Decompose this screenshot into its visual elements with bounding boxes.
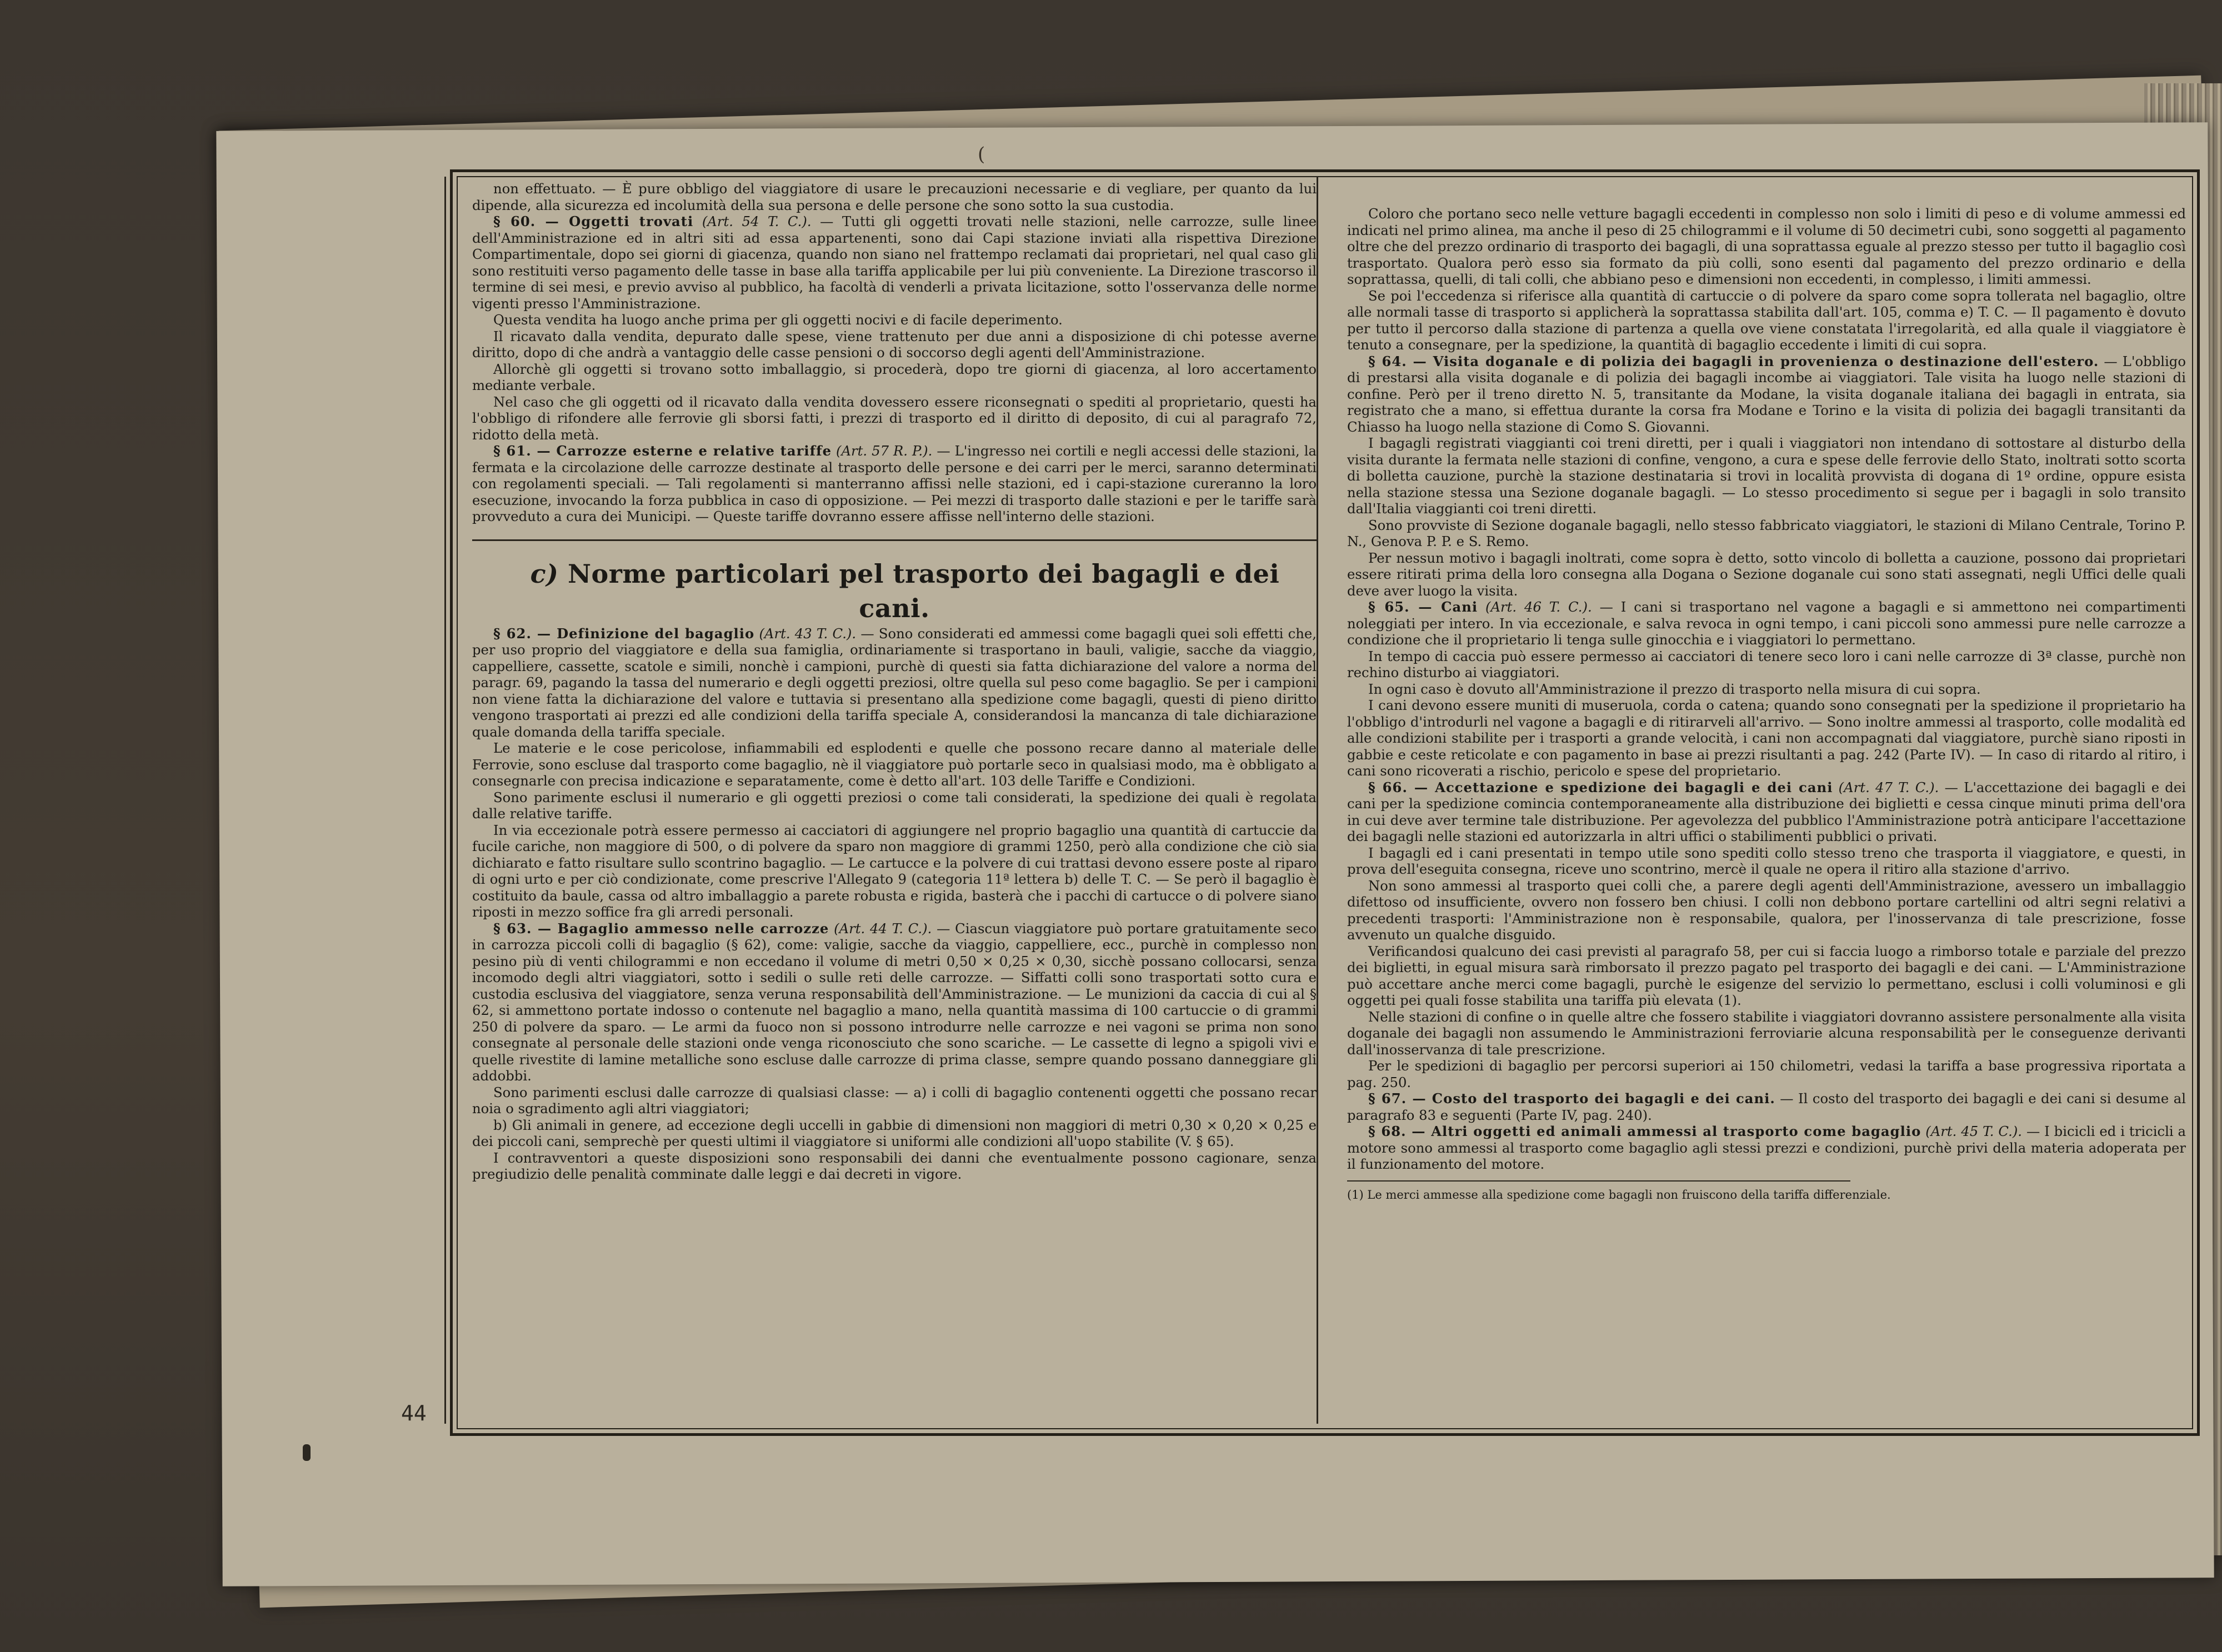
paragraph-text: — I bicicli ed i tricicli a motore sono ammessi al trasporto come bagaglio agli stessi prezzi e condizioni, purchè privi della materia adoperata per il funzionamento del motore. [1347, 1123, 2186, 1172]
article-reference: (Art. 45 T. C.). [1925, 1123, 2023, 1139]
paragraph-text: Sono provviste di Sezione doganale bagagli, nello stesso fabbricato viaggiatori, le stazioni di Milano Centrale, Torino P. N., Genova P. P. e S. Remo. [1347, 517, 2186, 549]
paragraph-text: Nelle stazioni di confine o in quelle altre che fossero stabilite i viaggiatori dovranno assistere personalmente alla visita doganale dei bagagli non assumendo le Amministrazioni ferroviarie alcuna responsabilità per le conseguenze derivanti dall'inosservanza di tale prescrizione. [1347, 1008, 2186, 1058]
paragraph [1347, 681, 2186, 698]
paragraph-text: Per le spedizioni di bagaglio per percorsi superiori ai 150 chilometri, vedasi la tariffa a base progressiva riportata a pag. 250. [1347, 1058, 2186, 1090]
heading-text: Norme particolari pel trasporto dei bagagli e dei cani. [567, 558, 1280, 623]
paragraph-text: — L'ingresso nei cortili e negli accessi delle stazioni, la fermata e la circolazione delle carrozze destinate al trasporto delle persone e dei carri per le merci, saranno determinati con regolamenti speciali. — Tali regolamenti si manterranno affissi nelle stazioni, ed i capi-stazione cureranno la loro esecuzione, invocando la forza pubblica in caso di opposizione. — Pei mezzi di trasporto dalle stazioni e per le tariffe sarà provveduto a cura dei Municipi. — Queste tariffe dovranno essere affisse nell'interno delle stazioni. [472, 443, 1317, 524]
right-column [1347, 206, 2186, 1428]
paragraph-text: b) Gli animali in genere, ad eccezione degli uccelli in gabbie di dimensioni non maggiori di metri 0,30 × 0,20 × 0,25 e dei piccoli cani, semprechè per questi ultimi il viaggiatore si uniformi alle condizioni all'uopo stabilite (V. § 65). [472, 1117, 1317, 1149]
left-top-paragraphs [472, 181, 1317, 525]
paragraph-text: — L'obbligo di prestarsi alla visita doganale e di polizia dei bagagli incombe ai viaggiatori. Tale visita ha luogo nelle stazioni di confine. Però per il treno diretto N. 5, transitante da Modane, la visita doganale italiana dei bagagli in entrata, sia registrato che a mano, si effettua durante la corsa fra Modane e Torino e la visita di polizia dei bagagli transitanti da Chiasso ha luogo nella stazione di Como S. Giovanni. [1347, 353, 2186, 435]
paragraph [1347, 697, 2186, 779]
article-reference: (Art. 57 R. P.). [836, 443, 933, 459]
paragraph-text: I contravventori a queste disposizioni sono responsabili dei danni che eventualmente possono cagionare, senza pregiudizio delle penalità comminate dalle leggi e dai decreti in vigore. [472, 1149, 1317, 1182]
paragraph [472, 1150, 1317, 1183]
section-title: § 62. — Definizione del bagaglio [493, 625, 755, 642]
left-bottom-paragraphs [472, 625, 1317, 1183]
paragraph-text: — Tutti gli oggetti trovati nelle stazioni, nelle carrozze, sulle linee dell'Amministrazione ed in altri siti ad essa appartenenti, sono dai Capi stazione inviati alla rispettiva Direzione Compartimentale, dopo sei giorni di giacenza, quando non siano nel frattempo reclamati dai proprietari, nel qual caso gli sono restituiti verso pagamento delle tasse in base alla tariffa applicabile per lui più conveniente. La Direzione trascorso il termine di sei mesi, e previo avviso al pubblico, ha facoltà di venderli a privata licitazione, sotto l'osservanza delle norme vigenti presso l'Amministrazione. [472, 213, 1317, 312]
paragraph [472, 181, 1317, 213]
paragraph [472, 1084, 1317, 1117]
paragraph-text: Se poi l'eccedenza si riferisce alla quantità di cartuccie o di polvere da sparo come sopra tollerata nel bagaglio, oltre alle normali tasse di trasporto si applicherà la soprattassa stabilita dall'art. 105, comma e) T. C. — Il pagamento è dovuto per tutto il percorso dalla stazione di partenza a quella ove viene constatata l'irregolarità, ed alla quale il viaggiatore è tenuto a consegnare, per la spedizione, la quantità di bagaglio eccedente i limiti di cui sopra. [1347, 287, 2186, 353]
paragraph-text: I bagagli ed i cani presentati in tempo utile sono spediti collo stesso treno che trasporta il viaggiatore, e questi, in prova dell'eseguita consegna, riceve uno scontrino, mercè il quale ne opera il ritiro alla stazione d'arrivo. [1347, 844, 2186, 877]
top-mark: ( [978, 143, 985, 166]
paragraph [472, 213, 1317, 312]
article-reference: (Art. 47 T. C.). [1838, 779, 1939, 795]
right-paragraphs [1347, 206, 2186, 1173]
column-rule [1317, 177, 1318, 1424]
footnote: (1) Le merci ammesse alla spedizione come bagagli non fruiscono della tariffa differenziale. [1347, 1188, 1891, 1202]
paragraph [472, 443, 1317, 525]
heading-lead: c) [530, 558, 559, 589]
article-reference: (Art. 46 T. C.). [1485, 599, 1592, 615]
paragraph [1347, 206, 2186, 288]
section-title: § 66. — Accettazione e spedizione dei bagagli e dei cani [1368, 779, 1833, 795]
footnote-rule [1347, 1180, 1850, 1182]
paragraph-text: Per nessun motivo i bagagli inoltrati, come sopra è detto, sotto vincolo di bolletta a cauzione, possono dai proprietari essere ritirati prima della loro consegna alla Dogana o Sezione doganale cui sono stati assegnati, negli Uffici delle quali deve aver luogo la visita. [1347, 549, 2186, 599]
paragraph-text: — Sono considerati ed ammessi come bagagli quei soli effetti che, per uso proprio del viaggiatore e della sua famiglia, ordinariamente si trasportano in bauli, valigie, sacche da viaggio, cappelliere, cassette, scatole e simili, nonchè i campioni, purchè di questi sia fatta dichiarazione del valore a norma del paragr. 69, pagando la tassa del numerario e degli oggetti preziosi, oltre quella sul peso come bagaglio. Se per i campioni non viene fatta la dichiarazione del valore e tuttavia si presentano alla spedizione come bagagli, questi di pieno diritto vengono trasportati ai prezzi ed alle condizioni della tariffa speciale A, considerandosi la mancanza di tale dichiarazione quale domanda della tariffa speciale. [472, 625, 1317, 740]
paragraph [472, 740, 1317, 789]
section-heading [472, 557, 1317, 625]
paragraph [1347, 353, 2186, 435]
section-divider [472, 539, 1317, 541]
paragraph [472, 394, 1317, 443]
paragraph-text: Sono parimenti esclusi dalle carrozze di qualsiasi classe: — a) i colli di bagaglio contenenti oggetti che possano recar noia o sgradimento agli altri viaggiatori; [472, 1084, 1317, 1117]
paragraph [1347, 845, 2186, 878]
paragraph-text: Allorchè gli oggetti si trovano sotto imballaggio, si procederà, dopo tre giorni di giacenza, al loro accertamento mediante verbale. [472, 361, 1317, 393]
article-reference: (Art. 54 T. C.). [702, 213, 812, 229]
paragraph-text: Questa vendita ha luogo anche prima per gli oggetti nocivi e di facile deperimento. [493, 312, 1063, 328]
paragraph [1347, 435, 2186, 517]
paragraph-text: Non sono ammessi al trasporto quei colli che, a parere degli agenti dell'Amministrazione, avessero un imballaggio difettoso od insufficiente, ovvero non fossero ben chiusi. I colli non debbono portare cartellini od altri segni relativi a precedenti trasporti: l'Amministrazione non è responsabile, qualora, per l'inosservanza di tale prescrizione, fosse avvenuto un qualche disguido. [1347, 877, 2186, 943]
paragraph [472, 328, 1317, 361]
paragraph [1347, 1123, 2186, 1173]
paragraph [472, 625, 1317, 740]
paragraph-text: I cani devono essere muniti di museruola, corda o catena; quando sono consegnati per la spedizione il proprietario ha l'obbligo d'introdurli nel vagone a bagagli e di ritirarveli all'arrivo. — Sono inoltre ammessi al trasporto, colle modalità ed alle condizioni stabilite per i trasporti a grande velocità, i cani non accompagnati dal viaggiatore, purchè siano riposti in gabbie e ceste reticolate e con pagamento in base ai prezzi risultanti a pag. 242 (Parte IV). — In caso di ritardo al ritiro, i cani sono ricoverati a rischio, pericolo e spese del proprietario. [1347, 697, 2186, 779]
paragraph [1347, 1058, 2186, 1090]
paragraph-text: In tempo di caccia può essere permesso ai cacciatori di tenere seco loro i cani nelle carrozze di 3ª classe, purchè non rechino disturbo ai viaggiatori. [1347, 648, 2186, 680]
paragraph [1347, 1090, 2186, 1123]
paragraph [472, 920, 1317, 1084]
paragraph [1347, 943, 2186, 1009]
paragraph-text: Le materie e le cose pericolose, infiammabili ed esplodenti e quelle che possono recare danno al materiale delle Ferrovie, sono escluse dal trasporto come bagaglio, nè il viaggiatore può portarle seco in qualsiasi modo, ma è obbligato a consegnarle con precisa indicazione e separatamente, come è detto all'art. 103 delle Tariffe e Condizioni. [472, 740, 1317, 789]
ink-smudge [303, 1444, 311, 1461]
left-column [472, 181, 1317, 1414]
paragraph [1347, 1009, 2186, 1058]
paragraph-text: Verificandosi qualcuno dei casi previsti al paragrafo 58, per cui si faccia luogo a rimborso totale e parziale del prezzo dei biglietti, in egual misura sarà rimborsato il prezzo pagato pel trasporto dei bagagli e dei cani. — L'Amministrazione può accettare anche merci come bagagli, purchè le esigenze del servizio lo permettano, esclusi i colli voluminosi e gli oggetti pei quali fosse stabilita una tariffa più elevata (1). [1347, 943, 2186, 1008]
paragraph-text: — I cani si trasportano nel vagone a bagagli e si ammettono nei compartimenti noleggiati per intero. In via eccezionale, e salva revoca in ogni tempo, i cani piccoli sono ammessi pure nelle carrozze a condizione che il proprietario li tenga sulle ginocchia e i viaggiatori lo permettano. [1347, 599, 2186, 648]
paragraph [1347, 599, 2186, 648]
paragraph-text: I bagagli registrati viaggianti coi treni diretti, per i quali i viaggiatori non intendano di sottostare al disturbo della visita durante la fermata nelle stazioni di confine, vengono, a cura e spese delle ferrovie dello Stato, inoltrati sotto scorta di bolletta cauzione, purchè la stazione destinataria si trovi in località provvista di dogana di 1º ordine, oppure esista nella stazione stessa una Sezione doganale bagagli. — Lo stesso procedimento si segue per i bagagli in solo transito dall'Italia viaggianti coi treni diretti. [1347, 435, 2186, 517]
paragraph [472, 1117, 1317, 1150]
paragraph-text: Coloro che portano seco nelle vetture bagagli eccedenti in complesso non solo i limiti di peso e di volume ammessi ed indicati nel primo alinea, ma anche il peso di 25 chilogrammi e il volume di 50 decimetri cubi, sono soggetti al pagamento oltre che del prezzo ordinario di trasporto dei bagagli, di una soprattassa eguale al prezzo stesso per tutto il bagaglio così trasportato. Qualora però esso sia formato da più colli, sono esenti dal pagamento del prezzo ordinario e della soprattassa, quelli, di tali colli, che abbiano peso e dimensioni non eccedenti, in complesso, i limiti ammessi. [1347, 206, 2186, 287]
section-title: § 60. — Oggetti trovati [493, 213, 694, 229]
section-title: § 63. — Bagaglio ammesso nelle carrozze [493, 920, 829, 937]
paragraph [472, 789, 1317, 822]
paragraph-text: — Ciascun viaggiatore può portare gratuitamente seco in carrozza piccoli colli di bagaglio (§ 62), come: valigie, sacche da viaggio, cappelliere, ecc., purchè in complesso non pesino più di venti chilogrammi e non eccedano il volume di metri 0,50 × 0,25 × 0,30, sicchè possano collocarsi, senza incomodo degli altri viaggiatori, sotto i sedili o sulle reti delle carrozze. — Siffatti colli sono trasportati sotto cura e custodia esclusiva del viaggiatore, senza veruna responsabilità dell'Amministrazione. — Le munizioni da caccia di cui al § 62, si ammettono portate indosso o contenute nel bagaglio a mano, nella quantità massima di 100 cartuccie o di grammi 250 di polvere da sparo. — Le armi da fuoco non si possono introdurre nelle carrozze e nei vagoni se prima non sono consegnate al personale delle stazioni onde venga riconosciuto che sono scariche. — Le cassette di legno a spigoli vivi e quelle rivestite di lamine metalliche sono escluse dalle carrozze di prima classe, sempre quando possano danneggiare gli addobbi. [472, 920, 1317, 1084]
paragraph [472, 361, 1317, 394]
section-title: § 68. — Altri oggetti ed animali ammessi al trasporto come bagaglio [1368, 1123, 1921, 1139]
paragraph-text: In ogni caso è dovuto all'Amministrazione il prezzo di trasporto nella misura di cui sopra. [1368, 680, 1981, 697]
paragraph-text: Sono parimente esclusi il numerario e gli oggetti preziosi o come tali considerati, la spedizione dei quali è regolata dalle relative tariffe. [472, 789, 1317, 822]
paragraph-text: Il ricavato dalla vendita, depurato dalle spese, viene trattenuto per due anni a disposizione di chi potesse averne diritto, dopo di che andrà a vantaggio delle casse pensioni o di soccorso degli agenti dell'Amministrazione. [472, 328, 1317, 361]
page-number: 44 [401, 1401, 427, 1425]
paragraph-text: Nel caso che gli oggetti od il ricavato dalla vendita dovessero essere riconsegnati o spediti al proprietario, questi ha l'obbligo di rifondere alle ferrovie gli sborsi fatti, i prezzi di trasporto ed il diritto di deposito, di cui al paragrafo 72, ridotto della metà. [472, 393, 1317, 443]
paragraph [1347, 878, 2186, 943]
paragraph [1347, 779, 2186, 845]
article-reference: (Art. 43 T. C.). [759, 625, 857, 642]
section-title: § 67. — Costo del trasporto dei bagagli e dei cani. [1368, 1090, 1775, 1107]
section-title: § 65. — Cani [1368, 599, 1478, 615]
paragraph-text: In via eccezionale potrà essere permesso ai cacciatori di aggiungere nel proprio bagaglio una quantità di cartuccie da fucile cariche, non maggiore di 500, o di polvere da sparo non maggiore di grammi 1250, però alla condizione che ciò sia dichiarato e fatto risultare sullo scontrino bagaglio. — Le cartucce e la polvere di cui trattasi devono essere poste al riparo di ogni urto e per ciò condizionate, come prescrive l'Allegato 9 (categoria 11ª lettera b) delle T. C. — Se però il bagaglio è costituito da baule, cassa od altro imballaggio a parete robusta e rigida, basterà che i pacchi di cartucce o di polvere siano riposti in mezzo soffice fra gli arredi personali. [472, 822, 1317, 920]
paragraph [1347, 550, 2186, 599]
article-reference: (Art. 44 T. C.). [834, 920, 932, 937]
paragraph [1347, 517, 2186, 550]
paragraph-text: — Il costo del trasporto dei bagagli e dei cani si desume al paragrafo 83 e seguenti (Parte IV, pag. 240). [1347, 1090, 2186, 1123]
paragraph [472, 312, 1317, 328]
left-rule [444, 177, 446, 1424]
section-title: § 64. — Visita doganale e di polizia dei bagagli in provenienza o destinazione dell'estero. [1368, 353, 2099, 369]
section-title: § 61. — Carrozze esterne e relative tariffe [493, 443, 832, 459]
paragraph [472, 822, 1317, 920]
paragraph [1347, 288, 2186, 353]
paragraph-text: — L'accettazione dei bagagli e dei cani per la spedizione comincia contemporaneamente alla distribuzione dei biglietti e cessa cinque minuti prima dell'ora in cui deve aver termine tale distribuzione. Per agevolezza del pubblico l'Amministrazione potrà anticipare l'accettazione dei bagagli nelle stazioni ed autorizzarla in altri uffici o stabilimenti pubblici o privati. [1347, 779, 2186, 844]
paragraph-text: non effettuato. — È pure obbligo del viaggiatore di usare le precauzioni necessarie e di vegliare, per quanto da lui dipende, alla sicurezza ed incolumità della sua persona e delle persone che sono sotto la sua custodia. [472, 181, 1317, 213]
paragraph [1347, 648, 2186, 681]
